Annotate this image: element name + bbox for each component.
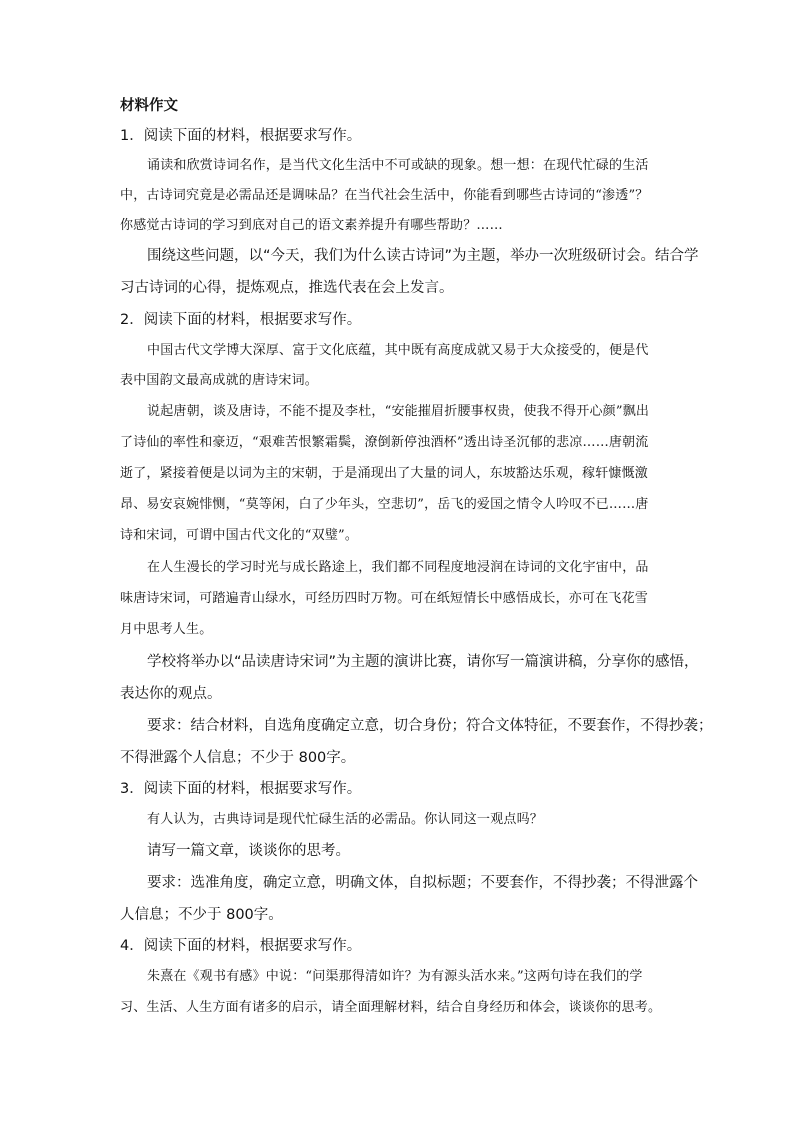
q1-task-line: 习古诗词的心得，提炼观点，推选代表在会上发言。 (120, 280, 454, 296)
q2-task-line: 学校将举办以“品读唐诗宋词”为主题的演讲比赛，请你写一篇演讲稿，分享你的感悟， (147, 654, 699, 670)
q2-material-line: 味唐诗宋词，可踏遍青山绿水，可经历四时万物。可在纸短情长中感悟成长，亦可在飞花雪 (120, 591, 649, 606)
q2-material-line: 中国古代文学博大深厚、富于文化底蕴，其中既有高度成就又易于大众接受的，便是代 (147, 343, 649, 358)
q2-requirement-line: 不得泄露个人信息；不少于 800字。 (120, 750, 356, 766)
q1-material-line: 中，古诗词究竟是必需品还是调味品？在当代社会生活中，你能看到哪些古诗词的“渗透”？ (120, 188, 649, 203)
q4-material-line: 习、生活、人生方面有诸多的启示，请全面理解材料，结合自身经历和体会，谈谈你的思考。 (120, 1000, 662, 1015)
q3-prompt: 3．阅读下面的材料，根据要求写作。 (120, 781, 362, 797)
q2-material-line: 表中国韵文最高成就的唐诗宋词。 (120, 373, 319, 388)
q2-requirement-line: 要求：结合材料，自选角度确定立意，切合身份；符合文体特征，不要套作，不得抄袭； (147, 718, 713, 734)
q2-material-line: 逝了，紧接着便是以词为主的宋朝，于是涌现出了大量的词人，东坡豁达乐观，稼轩慷慨激 (120, 466, 649, 481)
q2-material-line: 了诗仙的率性和豪迈，“艰难苦恨繁霜鬓，潦倒新停浊酒杯”透出诗圣沉郁的悲凉……唐朝流 (120, 435, 649, 450)
q2-material-line: 在人生漫长的学习时光与成长路途上，我们都不同程度地浸润在诗词的文化宇宙中，品 (147, 560, 649, 575)
q4-prompt: 4．阅读下面的材料，根据要求写作。 (120, 938, 362, 954)
q1-prompt: 1．阅读下面的材料，根据要求写作。 (120, 128, 362, 144)
q3-task-line: 请写一篇文章，谈谈你的思考。 (147, 843, 350, 859)
q1-task-line: 围绕这些问题，以“今天，我们为什么读古诗词”为主题，举办一次班级研讨会。结合学 (147, 248, 699, 264)
q2-material-line: 月中思考人生。 (120, 622, 213, 637)
section-heading: 材料作文 (120, 98, 178, 114)
q2-material-line: 说起唐朝，谈及唐诗，不能不提及李杜，“安能摧眉折腰事权贵，使我不得开心颜”飘出 (147, 404, 650, 419)
q2-material-line: 昂、易安哀婉悱恻，“莫等闲，白了少年头，空悲切”，岳飞的爱国之情令人吟叹不已……唐 (120, 497, 649, 512)
q2-prompt: 2．阅读下面的材料，根据要求写作。 (120, 312, 362, 328)
q1-material-line: 你感觉古诗词的学习到底对自己的语文素养提升有哪些帮助？…… (120, 218, 503, 233)
q1-material-line: 诵读和欣赏诗词名作，是当代文化生活中不可或缺的现象。想一想：在现代忙碌的生活 (147, 158, 649, 173)
q3-material-line: 有人认为，古典诗词是现代忙碌生活的必需品。你认同这一观点吗？ (147, 812, 544, 827)
q3-requirement-line: 要求：选准角度，确定立意，明确文体，自拟标题；不要套作，不得抄袭；不得泄露个 (147, 875, 698, 891)
q4-material-line: 朱熹在《观书有感》中说：“问渠那得清如许？为有源头活水来。”这两句诗在我们的学 (147, 969, 643, 984)
q2-task-line: 表达你的观点。 (120, 686, 222, 702)
q2-material-line: 诗和宋词，可谓中国古代文化的“双璧”。 (120, 528, 359, 543)
q3-requirement-line: 人信息；不少于 800字。 (120, 907, 283, 923)
